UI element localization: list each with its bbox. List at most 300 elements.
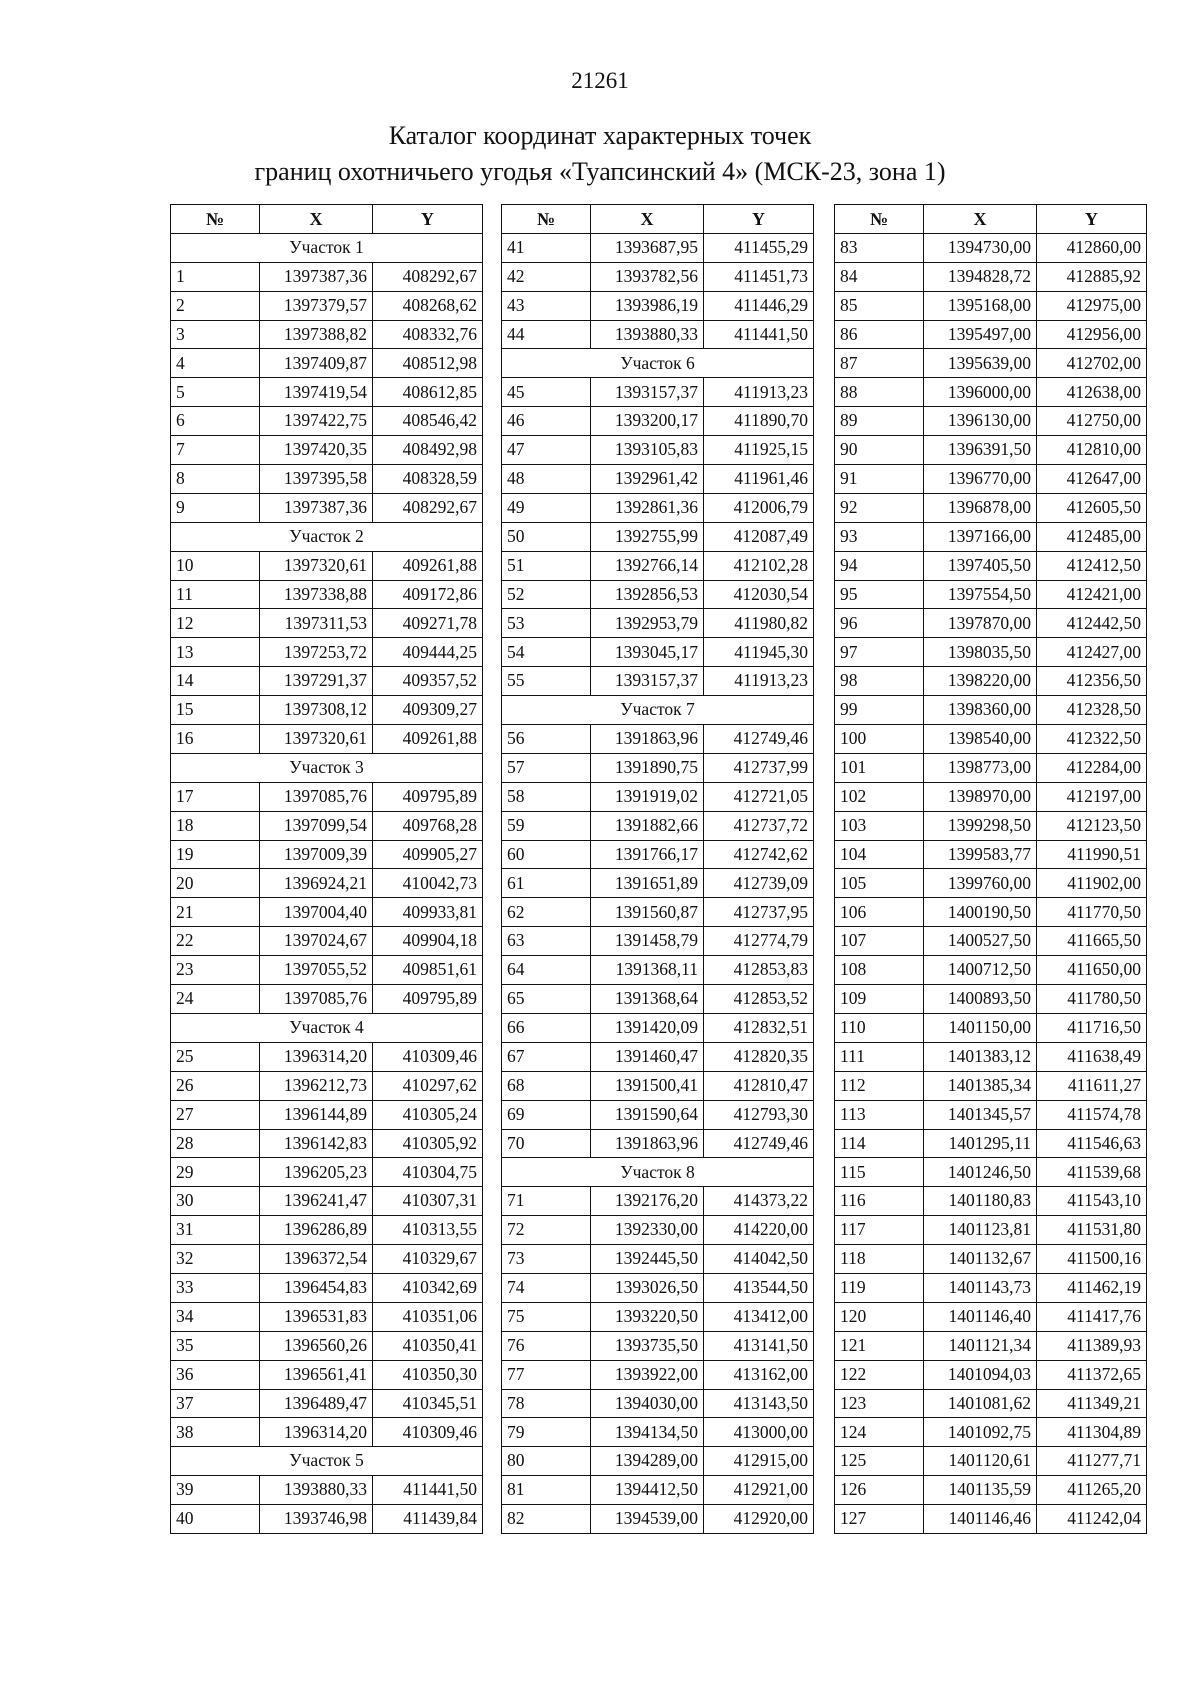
- y-coordinate-cell: 411462,19: [1037, 1273, 1147, 1302]
- section-title: Участок 1: [171, 233, 483, 262]
- point-number-cell: 74: [502, 1273, 591, 1302]
- x-coordinate-cell: 1394730,00: [924, 233, 1037, 262]
- x-coordinate-cell: 1397388,82: [260, 320, 373, 349]
- y-coordinate-cell: 410342,69: [373, 1273, 483, 1302]
- point-number-cell: 65: [502, 985, 591, 1014]
- x-coordinate-cell: 1396144,89: [260, 1100, 373, 1129]
- table-row: [835, 407, 1147, 436]
- y-coordinate-cell: 411277,71: [1037, 1447, 1147, 1476]
- header-number: №: [171, 205, 260, 234]
- x-coordinate-cell: 1391590,64: [591, 1100, 704, 1129]
- y-coordinate-cell: 409309,27: [373, 696, 483, 725]
- point-number-cell: 127: [835, 1505, 924, 1534]
- x-coordinate-cell: 1396314,20: [260, 1418, 373, 1447]
- point-number-cell: 89: [835, 407, 924, 436]
- y-coordinate-cell: 410309,46: [373, 1042, 483, 1071]
- x-coordinate-cell: 1393735,50: [591, 1331, 704, 1360]
- point-number-cell: 36: [171, 1360, 260, 1389]
- table-row: [502, 1476, 814, 1505]
- y-coordinate-cell: 412737,72: [704, 811, 814, 840]
- y-coordinate-cell: 409261,88: [373, 551, 483, 580]
- y-coordinate-cell: 411638,49: [1037, 1042, 1147, 1071]
- table-row: [835, 1216, 1147, 1245]
- table-row: [835, 927, 1147, 956]
- y-coordinate-cell: 409795,89: [373, 985, 483, 1014]
- x-coordinate-cell: 1397320,61: [260, 551, 373, 580]
- table-row: [835, 609, 1147, 638]
- y-coordinate-cell: 409933,81: [373, 898, 483, 927]
- x-coordinate-cell: 1399298,50: [924, 811, 1037, 840]
- x-coordinate-cell: 1392953,79: [591, 609, 704, 638]
- point-number-cell: 33: [171, 1273, 260, 1302]
- x-coordinate-cell: 1396924,21: [260, 869, 373, 898]
- point-number-cell: 85: [835, 291, 924, 320]
- y-coordinate-cell: 412810,47: [704, 1071, 814, 1100]
- point-number-cell: 4: [171, 349, 260, 378]
- table-row: [171, 465, 483, 494]
- x-coordinate-cell: 1394539,00: [591, 1505, 704, 1534]
- y-coordinate-cell: 408512,98: [373, 349, 483, 378]
- point-number-cell: 22: [171, 927, 260, 956]
- table-row: [171, 927, 483, 956]
- table-row: [171, 985, 483, 1014]
- y-coordinate-cell: 411890,70: [704, 407, 814, 436]
- table-row: [835, 956, 1147, 985]
- table-row: [502, 1245, 814, 1274]
- point-number-cell: 86: [835, 320, 924, 349]
- x-coordinate-cell: 1393782,56: [591, 262, 704, 291]
- point-number-cell: 80: [502, 1447, 591, 1476]
- x-coordinate-cell: 1391766,17: [591, 840, 704, 869]
- y-coordinate-cell: 411902,00: [1037, 869, 1147, 898]
- point-number-cell: 109: [835, 985, 924, 1014]
- header-y: Y: [1037, 205, 1147, 234]
- y-coordinate-cell: 412832,51: [704, 1013, 814, 1042]
- table-row: [502, 1331, 814, 1360]
- x-coordinate-cell: 1394134,50: [591, 1418, 704, 1447]
- y-coordinate-cell: 409768,28: [373, 811, 483, 840]
- y-coordinate-cell: 409904,18: [373, 927, 483, 956]
- table-row: [502, 667, 814, 696]
- point-number-cell: 47: [502, 436, 591, 465]
- point-number-cell: 106: [835, 898, 924, 927]
- table-row: [502, 580, 814, 609]
- x-coordinate-cell: 1398970,00: [924, 782, 1037, 811]
- y-coordinate-cell: 412102,28: [704, 551, 814, 580]
- x-coordinate-cell: 1397253,72: [260, 638, 373, 667]
- y-coordinate-cell: 410313,55: [373, 1216, 483, 1245]
- table-row: [171, 1158, 483, 1187]
- x-coordinate-cell: 1397409,87: [260, 349, 373, 378]
- x-coordinate-cell: 1393045,17: [591, 638, 704, 667]
- table-row: [502, 1389, 814, 1418]
- x-coordinate-cell: 1392861,36: [591, 493, 704, 522]
- x-coordinate-cell: 1401132,67: [924, 1245, 1037, 1274]
- y-coordinate-cell: 411349,21: [1037, 1389, 1147, 1418]
- x-coordinate-cell: 1397166,00: [924, 522, 1037, 551]
- y-coordinate-cell: 412810,00: [1037, 436, 1147, 465]
- point-number-cell: 107: [835, 927, 924, 956]
- x-coordinate-cell: 1397387,36: [260, 262, 373, 291]
- x-coordinate-cell: 1393157,37: [591, 378, 704, 407]
- x-coordinate-cell: 1391460,47: [591, 1042, 704, 1071]
- point-number-cell: 56: [502, 725, 591, 754]
- point-number-cell: 27: [171, 1100, 260, 1129]
- y-coordinate-cell: 409444,25: [373, 638, 483, 667]
- y-coordinate-cell: 410305,24: [373, 1100, 483, 1129]
- table-row: [171, 696, 483, 725]
- y-coordinate-cell: 411539,68: [1037, 1158, 1147, 1187]
- table-row: [502, 436, 814, 465]
- table-row: [502, 1302, 814, 1331]
- x-coordinate-cell: 1400527,50: [924, 927, 1037, 956]
- coordinates-table-column-1: [170, 204, 483, 1534]
- point-number-cell: 39: [171, 1476, 260, 1505]
- x-coordinate-cell: 1391863,96: [591, 1129, 704, 1158]
- table-row: [171, 493, 483, 522]
- point-number-cell: 78: [502, 1389, 591, 1418]
- y-coordinate-cell: 414220,00: [704, 1216, 814, 1245]
- y-coordinate-cell: 411500,16: [1037, 1245, 1147, 1274]
- y-coordinate-cell: 412638,00: [1037, 378, 1147, 407]
- point-number-cell: 61: [502, 869, 591, 898]
- x-coordinate-cell: 1393220,50: [591, 1302, 704, 1331]
- point-number-cell: 46: [502, 407, 591, 436]
- header-x: X: [591, 205, 704, 234]
- y-coordinate-cell: 412442,50: [1037, 609, 1147, 638]
- table-row: [835, 898, 1147, 927]
- y-coordinate-cell: 411531,80: [1037, 1216, 1147, 1245]
- y-coordinate-cell: 410305,92: [373, 1129, 483, 1158]
- table-row: [502, 638, 814, 667]
- y-coordinate-cell: 410350,30: [373, 1360, 483, 1389]
- table-row: [502, 898, 814, 927]
- x-coordinate-cell: 1397308,12: [260, 696, 373, 725]
- x-coordinate-cell: 1397405,50: [924, 551, 1037, 580]
- table-row: [171, 956, 483, 985]
- table-row: [171, 262, 483, 291]
- x-coordinate-cell: 1397291,37: [260, 667, 373, 696]
- table-row: [502, 725, 814, 754]
- table-row: [502, 493, 814, 522]
- x-coordinate-cell: 1401345,57: [924, 1100, 1037, 1129]
- table-row: [502, 1129, 814, 1158]
- y-coordinate-cell: 411242,04: [1037, 1505, 1147, 1534]
- x-coordinate-cell: 1401135,59: [924, 1476, 1037, 1505]
- point-number-cell: 10: [171, 551, 260, 580]
- x-coordinate-cell: 1401150,00: [924, 1013, 1037, 1042]
- table-row: [502, 465, 814, 494]
- x-coordinate-cell: 1397338,88: [260, 580, 373, 609]
- table-row: [835, 782, 1147, 811]
- y-coordinate-cell: 411441,50: [704, 320, 814, 349]
- y-coordinate-cell: 412737,99: [704, 753, 814, 782]
- y-coordinate-cell: 411611,27: [1037, 1071, 1147, 1100]
- x-coordinate-cell: 1393746,98: [260, 1505, 373, 1534]
- point-number-cell: 11: [171, 580, 260, 609]
- point-number-cell: 123: [835, 1389, 924, 1418]
- y-coordinate-cell: 411439,84: [373, 1505, 483, 1534]
- x-coordinate-cell: 1393880,33: [591, 320, 704, 349]
- x-coordinate-cell: 1391420,09: [591, 1013, 704, 1042]
- point-number-cell: 54: [502, 638, 591, 667]
- point-number-cell: 28: [171, 1129, 260, 1158]
- y-coordinate-cell: 410350,41: [373, 1331, 483, 1360]
- x-coordinate-cell: 1392330,00: [591, 1216, 704, 1245]
- x-coordinate-cell: 1392766,14: [591, 551, 704, 580]
- point-number-cell: 50: [502, 522, 591, 551]
- x-coordinate-cell: 1395639,00: [924, 349, 1037, 378]
- point-number-cell: 87: [835, 349, 924, 378]
- point-number-cell: 5: [171, 378, 260, 407]
- x-coordinate-cell: 1401246,50: [924, 1158, 1037, 1187]
- y-coordinate-cell: 412750,00: [1037, 407, 1147, 436]
- point-number-cell: 124: [835, 1418, 924, 1447]
- point-number-cell: 119: [835, 1273, 924, 1302]
- x-coordinate-cell: 1397419,54: [260, 378, 373, 407]
- y-coordinate-cell: 413143,50: [704, 1389, 814, 1418]
- table-row: [171, 1245, 483, 1274]
- section-row: [171, 233, 483, 262]
- x-coordinate-cell: 1397554,50: [924, 580, 1037, 609]
- table-row: [502, 291, 814, 320]
- x-coordinate-cell: 1401123,81: [924, 1216, 1037, 1245]
- y-coordinate-cell: 411665,50: [1037, 927, 1147, 956]
- point-number-cell: 72: [502, 1216, 591, 1245]
- section-row: [171, 1447, 483, 1476]
- table-row: [835, 1071, 1147, 1100]
- y-coordinate-cell: 413412,00: [704, 1302, 814, 1331]
- point-number-cell: 67: [502, 1042, 591, 1071]
- title-line-1: Каталог координат характерных точек: [388, 121, 812, 150]
- table-row: [171, 407, 483, 436]
- y-coordinate-cell: 409905,27: [373, 840, 483, 869]
- y-coordinate-cell: 412921,00: [704, 1476, 814, 1505]
- x-coordinate-cell: 1400893,50: [924, 985, 1037, 1014]
- table-row: [502, 1418, 814, 1447]
- point-number-cell: 32: [171, 1245, 260, 1274]
- x-coordinate-cell: 1393880,33: [260, 1476, 373, 1505]
- y-coordinate-cell: 411372,65: [1037, 1360, 1147, 1389]
- point-number-cell: 57: [502, 753, 591, 782]
- y-coordinate-cell: 411441,50: [373, 1476, 483, 1505]
- x-coordinate-cell: 1401295,11: [924, 1129, 1037, 1158]
- table-row: [502, 233, 814, 262]
- x-coordinate-cell: 1391458,79: [591, 927, 704, 956]
- table-row: [171, 898, 483, 927]
- point-number-cell: 14: [171, 667, 260, 696]
- table-row: [171, 291, 483, 320]
- y-coordinate-cell: 412742,62: [704, 840, 814, 869]
- table-row: [171, 782, 483, 811]
- table-row: [835, 522, 1147, 551]
- y-coordinate-cell: 412284,00: [1037, 753, 1147, 782]
- point-number-cell: 90: [835, 436, 924, 465]
- table-row: [502, 1187, 814, 1216]
- x-coordinate-cell: 1401383,12: [924, 1042, 1037, 1071]
- header-x: X: [924, 205, 1037, 234]
- table-row: [171, 436, 483, 465]
- y-coordinate-cell: 408612,85: [373, 378, 483, 407]
- table-row: [835, 1331, 1147, 1360]
- header-y: Y: [704, 205, 814, 234]
- section-title: Участок 3: [171, 753, 483, 782]
- y-coordinate-cell: 411980,82: [704, 609, 814, 638]
- y-coordinate-cell: 413162,00: [704, 1360, 814, 1389]
- y-coordinate-cell: 412721,05: [704, 782, 814, 811]
- y-coordinate-cell: 410307,31: [373, 1187, 483, 1216]
- x-coordinate-cell: 1401180,83: [924, 1187, 1037, 1216]
- point-number-cell: 103: [835, 811, 924, 840]
- table-row: [835, 1418, 1147, 1447]
- y-coordinate-cell: 412739,09: [704, 869, 814, 898]
- y-coordinate-cell: 411304,89: [1037, 1418, 1147, 1447]
- y-coordinate-cell: 412605,50: [1037, 493, 1147, 522]
- point-number-cell: 23: [171, 956, 260, 985]
- point-number-cell: 96: [835, 609, 924, 638]
- x-coordinate-cell: 1396531,83: [260, 1302, 373, 1331]
- point-number-cell: 45: [502, 378, 591, 407]
- y-coordinate-cell: 408492,98: [373, 436, 483, 465]
- y-coordinate-cell: 412412,50: [1037, 551, 1147, 580]
- y-coordinate-cell: 412006,79: [704, 493, 814, 522]
- table-row: [502, 262, 814, 291]
- point-number-cell: 9: [171, 493, 260, 522]
- table-row: [835, 1273, 1147, 1302]
- y-coordinate-cell: 410351,06: [373, 1302, 483, 1331]
- point-number-cell: 116: [835, 1187, 924, 1216]
- point-number-cell: 16: [171, 725, 260, 754]
- x-coordinate-cell: 1393986,19: [591, 291, 704, 320]
- y-coordinate-cell: 412322,50: [1037, 725, 1147, 754]
- table-row: [835, 580, 1147, 609]
- y-coordinate-cell: 411650,00: [1037, 956, 1147, 985]
- y-coordinate-cell: 412915,00: [704, 1447, 814, 1476]
- y-coordinate-cell: 414042,50: [704, 1245, 814, 1274]
- table-row: [502, 378, 814, 407]
- table-row: [835, 811, 1147, 840]
- y-coordinate-cell: 411961,46: [704, 465, 814, 494]
- x-coordinate-cell: 1400190,50: [924, 898, 1037, 927]
- y-coordinate-cell: 410297,62: [373, 1071, 483, 1100]
- y-coordinate-cell: 412920,00: [704, 1505, 814, 1534]
- x-coordinate-cell: 1398220,00: [924, 667, 1037, 696]
- point-number-cell: 83: [835, 233, 924, 262]
- x-coordinate-cell: 1394289,00: [591, 1447, 704, 1476]
- y-coordinate-cell: 409851,61: [373, 956, 483, 985]
- y-coordinate-cell: 411780,50: [1037, 985, 1147, 1014]
- point-number-cell: 51: [502, 551, 591, 580]
- table-row: [835, 349, 1147, 378]
- y-coordinate-cell: 411389,93: [1037, 1331, 1147, 1360]
- table-row: [171, 1360, 483, 1389]
- table-row: [171, 840, 483, 869]
- y-coordinate-cell: 408546,42: [373, 407, 483, 436]
- table-row: [171, 1187, 483, 1216]
- section-row: [502, 696, 814, 725]
- x-coordinate-cell: 1396770,00: [924, 465, 1037, 494]
- x-coordinate-cell: 1396489,47: [260, 1389, 373, 1418]
- y-coordinate-cell: 411925,15: [704, 436, 814, 465]
- table-row: [835, 262, 1147, 291]
- y-coordinate-cell: 409357,52: [373, 667, 483, 696]
- table-row: [835, 1245, 1147, 1274]
- table-row: [835, 493, 1147, 522]
- table-row: [835, 985, 1147, 1014]
- point-number-cell: 59: [502, 811, 591, 840]
- point-number-cell: 60: [502, 840, 591, 869]
- point-number-cell: 53: [502, 609, 591, 638]
- x-coordinate-cell: 1392755,99: [591, 522, 704, 551]
- y-coordinate-cell: 411716,50: [1037, 1013, 1147, 1042]
- point-number-cell: 12: [171, 609, 260, 638]
- point-number-cell: 26: [171, 1071, 260, 1100]
- y-coordinate-cell: 412774,79: [704, 927, 814, 956]
- x-coordinate-cell: 1396561,41: [260, 1360, 373, 1389]
- point-number-cell: 6: [171, 407, 260, 436]
- table-header-row: [502, 205, 814, 234]
- y-coordinate-cell: 411265,20: [1037, 1476, 1147, 1505]
- table-row: [171, 609, 483, 638]
- point-number-cell: 125: [835, 1447, 924, 1476]
- table-row: [171, 1129, 483, 1158]
- point-number-cell: 48: [502, 465, 591, 494]
- table-row: [835, 638, 1147, 667]
- x-coordinate-cell: 1398360,00: [924, 696, 1037, 725]
- x-coordinate-cell: 1396212,73: [260, 1071, 373, 1100]
- table-row: [835, 291, 1147, 320]
- table-row: [835, 840, 1147, 869]
- table-row: [171, 1418, 483, 1447]
- x-coordinate-cell: 1396241,47: [260, 1187, 373, 1216]
- x-coordinate-cell: 1399760,00: [924, 869, 1037, 898]
- table-row: [835, 1389, 1147, 1418]
- x-coordinate-cell: 1397387,36: [260, 493, 373, 522]
- point-number-cell: 62: [502, 898, 591, 927]
- table-row: [502, 840, 814, 869]
- table-row: [835, 320, 1147, 349]
- point-number-cell: 1: [171, 262, 260, 291]
- table-row: [835, 667, 1147, 696]
- x-coordinate-cell: 1401094,03: [924, 1360, 1037, 1389]
- x-coordinate-cell: 1397311,53: [260, 609, 373, 638]
- x-coordinate-cell: 1400712,50: [924, 956, 1037, 985]
- table-row: [502, 869, 814, 898]
- point-number-cell: 35: [171, 1331, 260, 1360]
- table-row: [171, 638, 483, 667]
- table-row: [502, 1447, 814, 1476]
- x-coordinate-cell: 1401092,75: [924, 1418, 1037, 1447]
- x-coordinate-cell: 1396314,20: [260, 1042, 373, 1071]
- point-number-cell: 75: [502, 1302, 591, 1331]
- header-y: Y: [373, 205, 483, 234]
- y-coordinate-cell: 412328,50: [1037, 696, 1147, 725]
- table-row: [835, 725, 1147, 754]
- table-row: [835, 696, 1147, 725]
- table-row: [835, 1447, 1147, 1476]
- point-number-cell: 13: [171, 638, 260, 667]
- point-number-cell: 82: [502, 1505, 591, 1534]
- header-number: №: [502, 205, 591, 234]
- table-row: [502, 1042, 814, 1071]
- point-number-cell: 64: [502, 956, 591, 985]
- y-coordinate-cell: 412793,30: [704, 1100, 814, 1129]
- y-coordinate-cell: 411417,76: [1037, 1302, 1147, 1331]
- x-coordinate-cell: 1393105,83: [591, 436, 704, 465]
- section-title: Участок 4: [171, 1013, 483, 1042]
- x-coordinate-cell: 1397422,75: [260, 407, 373, 436]
- y-coordinate-cell: 412197,00: [1037, 782, 1147, 811]
